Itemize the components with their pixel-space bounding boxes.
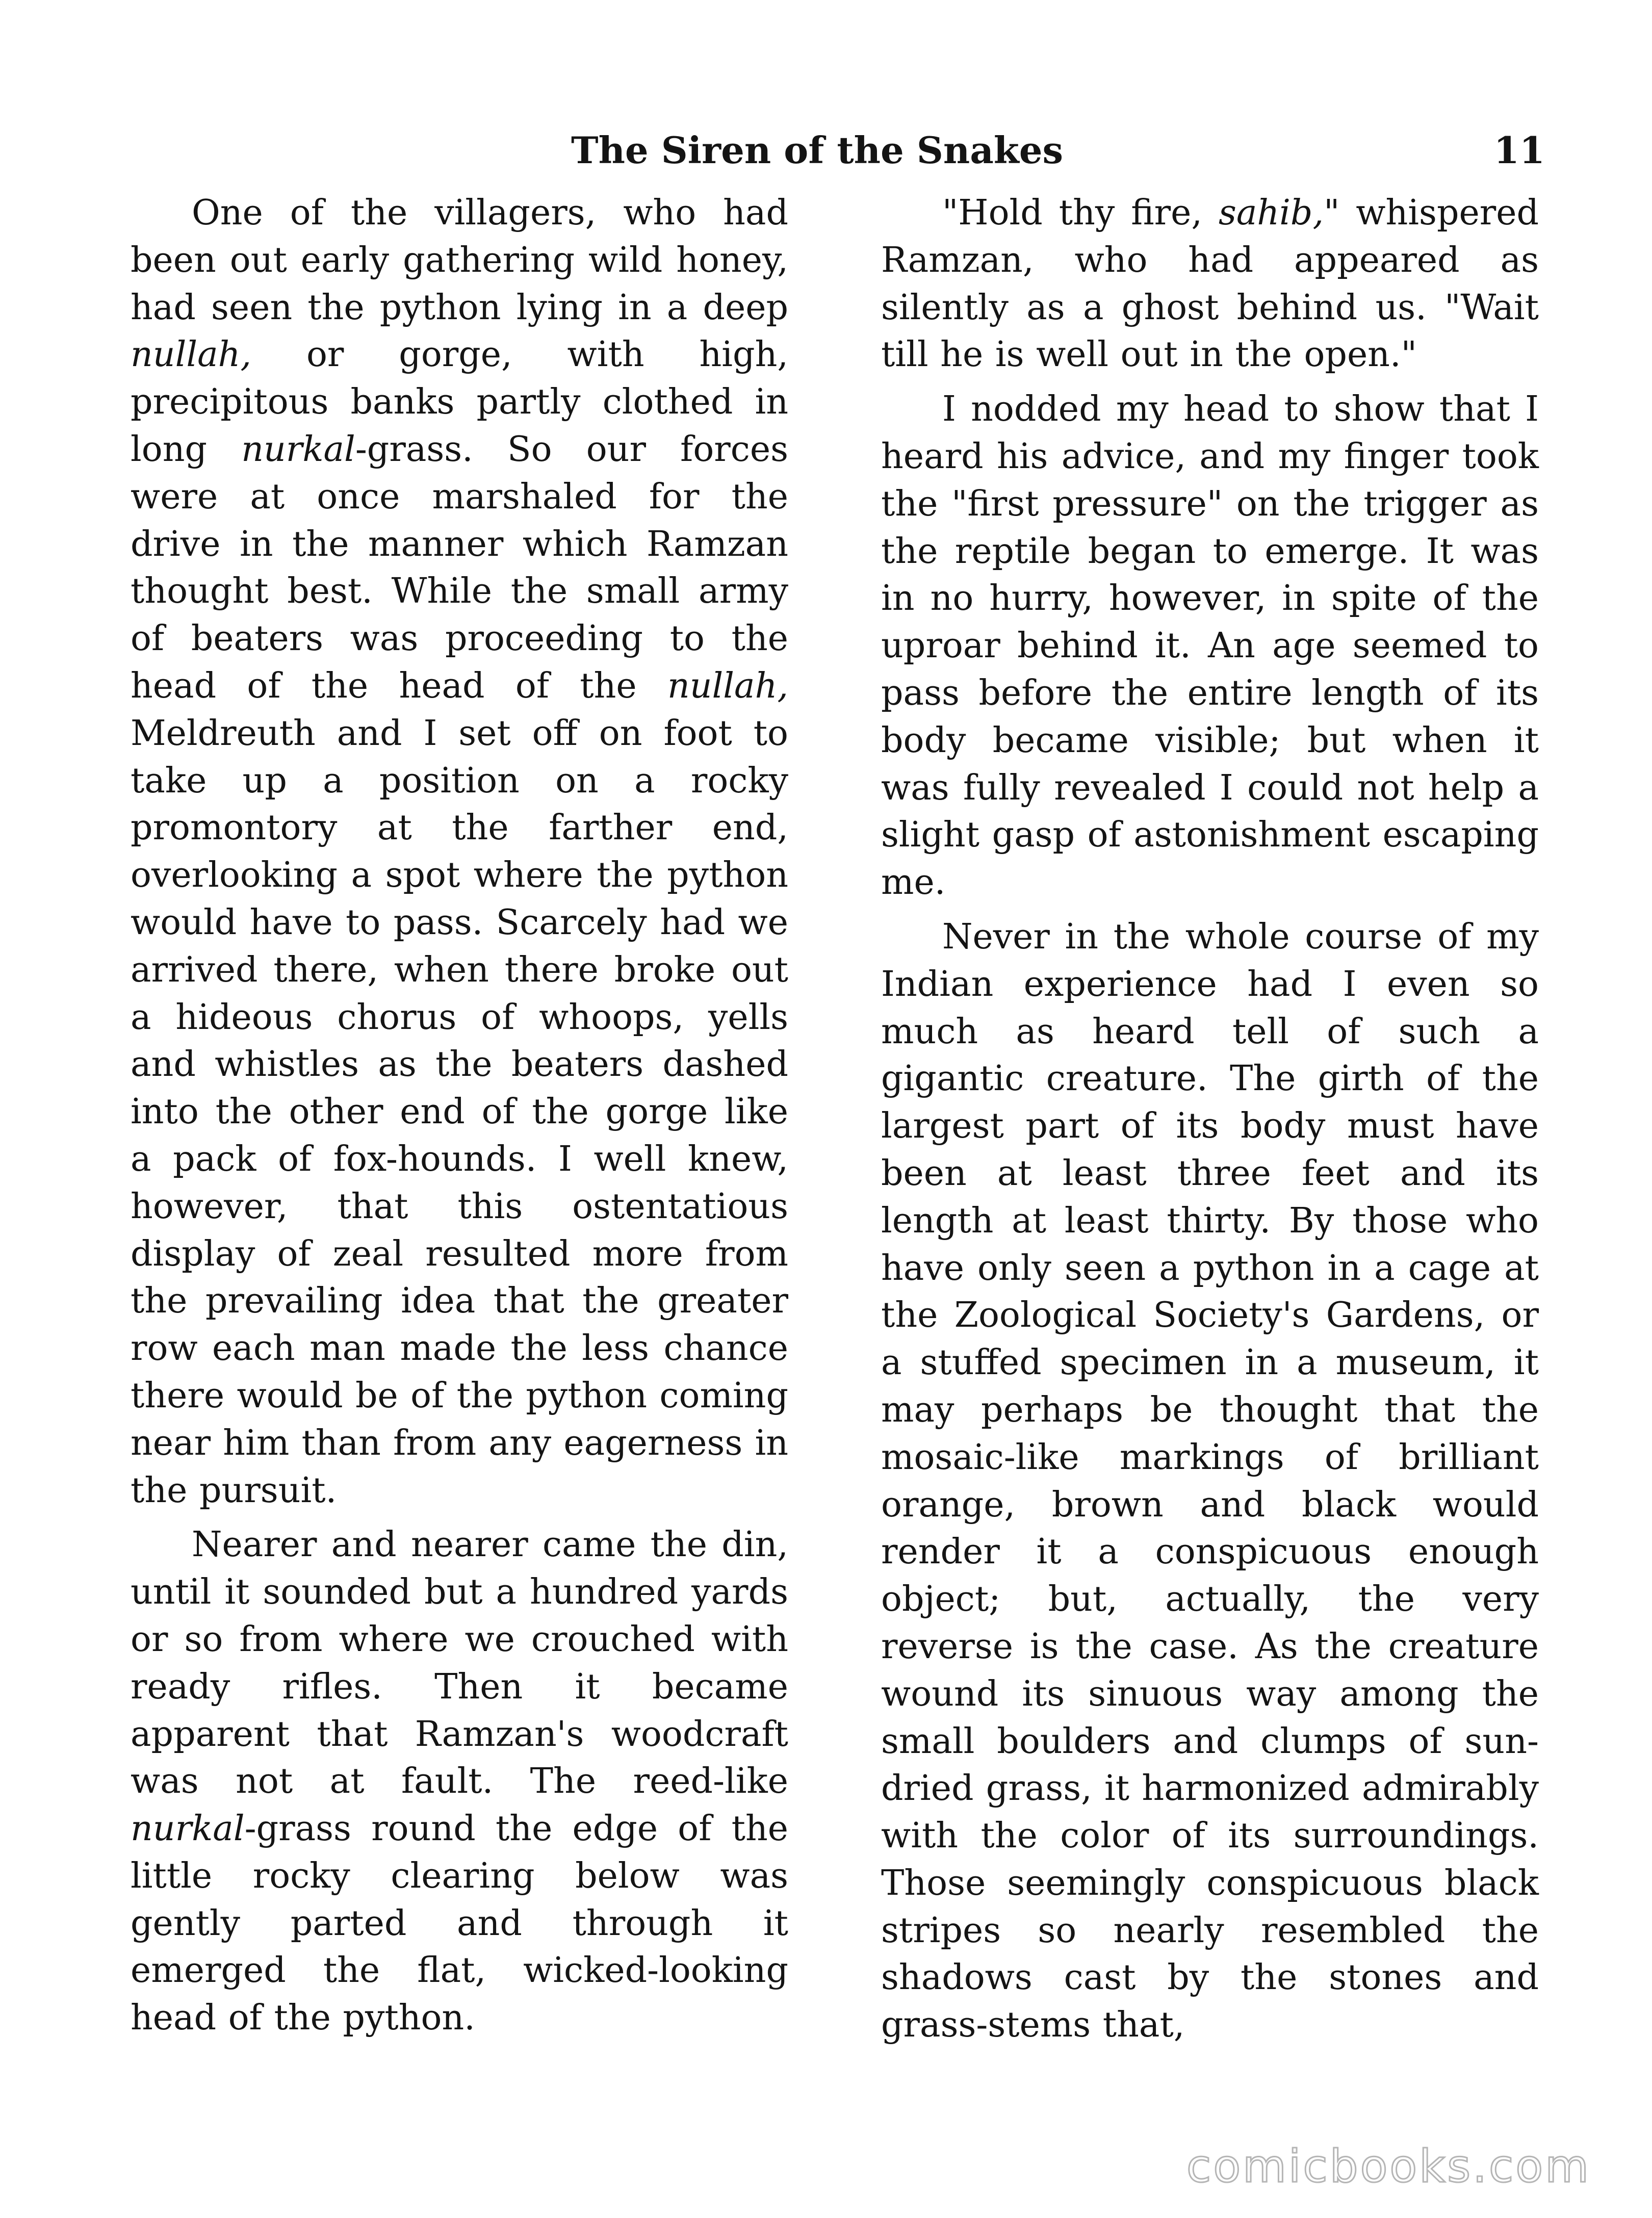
right-column bbox=[881, 190, 1539, 2049]
text-run: "Hold thy fire, bbox=[942, 193, 1219, 233]
italic-term: nullah, bbox=[131, 334, 252, 375]
text-run: Nearer and nearer came the din, until it sounded but a hundred yards or so from where we crouched with ready rifles. Then it became apparent that Ramzan's woodcraft was not at fault. The reed-like bbox=[131, 1525, 788, 1802]
watermark: comicbooks.com bbox=[1186, 2140, 1591, 2193]
paragraph: Never in the whole course of my Indian experience had I even so much as heard tell of such a gigantic creature. The girth of the largest part of its body must have been at least three feet and its length at least thirty. By those who have only seen a python in a cage at the Zoological Society's Gardens, or a stuffed specimen in a museum, it may perhaps be thought that the mosaic-like markings of brilliant orange, brown and black would render it a conspicuous enough object; but, actually, the very reverse is the case. As the creature wound its sinuous way among the small boulders and clumps of sun-dried grass, it harmonized admirably with the color of its surroundings. Those seemingly conspicuous black stripes so nearly resembled the shadows cast by the stones and grass-stems that, bbox=[881, 916, 1539, 2046]
text-run: -grass round the edge of the little rocky clearing below was gently parted and through it emerged the flat, wicked-looking head of the python. bbox=[131, 1809, 788, 2039]
text-run: -grass. So our forces were at once marshaled for the drive in the manner which Ramzan thought best. While the small army of beaters was proceeding to the head of the head of the bbox=[131, 429, 788, 706]
italic-term: nurkal bbox=[131, 1809, 245, 1849]
running-title: The Siren of the Snakes bbox=[571, 128, 1064, 172]
page-number: 11 bbox=[1493, 128, 1545, 172]
paragraph: I nodded my head to show that I heard his advice, and my finger took the "first pressure" on the trigger as the reptile began to emerge. It was in no hurry, however, in spite of the uproar behind it. An age seemed to pass before the entire length of its body became visible; but when it was fully revealed I could not help a slight gasp of astonishment escaping me. bbox=[881, 389, 1539, 903]
italic-term: sahib, bbox=[1218, 193, 1324, 233]
paragraph bbox=[131, 1521, 788, 2042]
paragraph bbox=[131, 190, 788, 1514]
text-run: Meldreuth and I set off on foot to take up a position on a rocky promontory at the farther end, overlooking a spot where the python would have to pass. Scarcely had we arrived there, when there broke out a hideous chorus of whoops, yells and whistles as the beaters dashed into the other end of the gorge like a pack of fox-hounds. I well knew, however, that this ostentatious display of zeal resulted more from the prevailing idea that the greater row each man made the less chance there would be of the python coming near him than from any eagerness in the pursuit. bbox=[131, 713, 788, 1511]
italic-term: nullah, bbox=[667, 665, 788, 706]
page-header bbox=[571, 122, 1545, 178]
text-run: One of the villagers, who had been out early gathering wild honey, had seen the python lying in a deep bbox=[131, 193, 788, 328]
text-run: " whispered Ramzan, who had appeared as silently as a ghost behind us. "Wait till he is well out in the open." bbox=[881, 193, 1539, 375]
left-column bbox=[131, 190, 788, 2042]
text-run: or gorge, with high, precipitous banks partly clothed in long bbox=[131, 334, 788, 470]
paragraph bbox=[881, 190, 1539, 379]
italic-term: nurkal bbox=[241, 429, 355, 470]
